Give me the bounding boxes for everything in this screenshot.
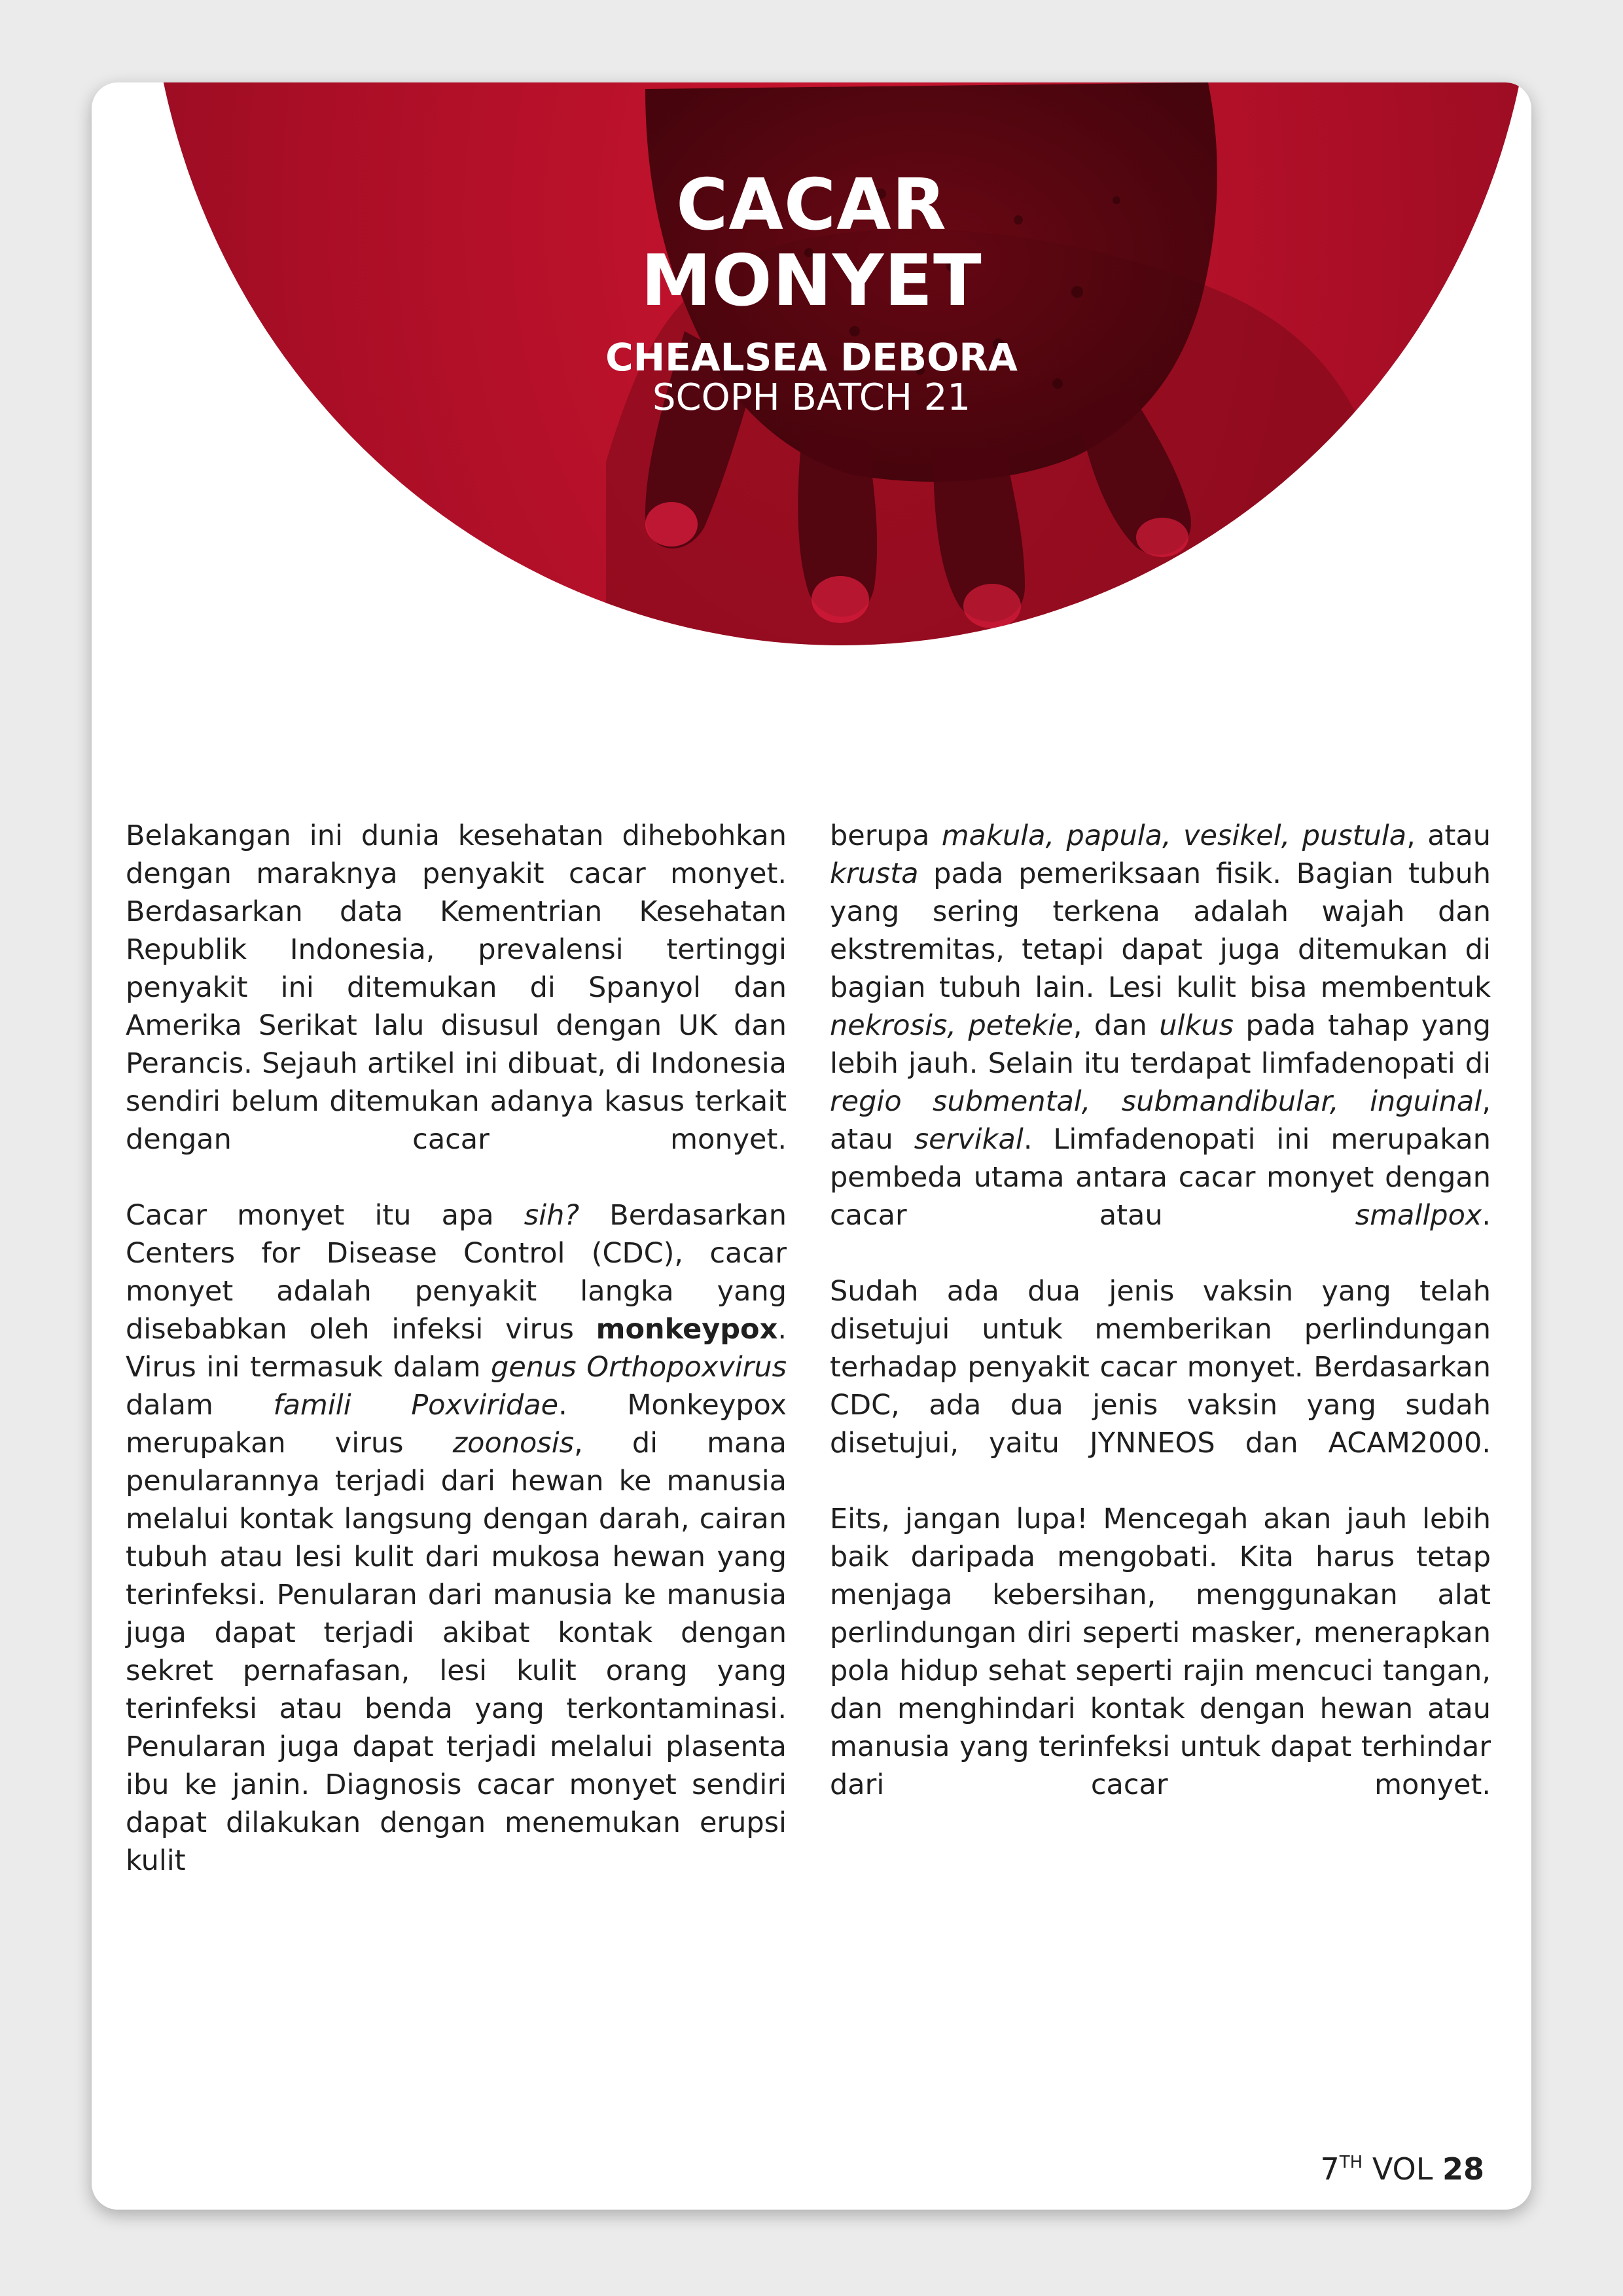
page-card [92,82,1531,2210]
text-run: Cacar monyet itu apa [126,1199,524,1232]
text-run: Eits, jangan lupa! Mencegah akan jauh lebih baik daripada mengobati. Kita harus tetap menjaga kebersihan, menggunakan alat perlindungan diri seperti masker, menerapkan pola hidup sehat seperti rajin mencuci tangan, dan menghindari kontak dengan hewan atau manusia yang terinfeksi untuk dapat terhindar dari cacar monyet. [830,1503,1491,1801]
article-column-left [126,817,787,1918]
text-run: , atau [830,1085,1491,1156]
issue-suffix: TH [1339,2153,1363,2172]
italic-term: ulkus [1159,1009,1234,1042]
text-run: Belakangan ini dunia kesehatan dihebohkan dengan maraknya penyakit cacar monyet. Berdasarkan data Kementrian Kesehatan Republik Indonesia, prevalensi tertinggi penyakit ini ditemukan di Spanyol dan Amerika Serikat lalu disusul dengan UK dan Perancis. Sejauh artikel ini dibuat, di Indonesia sendiri belum ditemukan adanya kasus terkait dengan cacar monyet. [126,819,787,1156]
text-run: , di mana penularannya terjadi dari hewan ke manusia melalui kontak langsung dengan darah, cairan tubuh atau lesi kulit dari mukosa hewan yang terinfeksi. Penularan dari manusia ke manusia juga dapat terjadi akibat kontak dengan sekret pernafasan, lesi kulit orang yang terinfeksi atau benda yang terkontaminasi. Penularan juga dapat terjadi melalui plasenta ibu ke janin. Diagnosis cacar monyet sendiri dapat dilakukan dengan menemukan erupsi kulit [126,1427,787,1877]
italic-term: regio submental, submandibular, inguinal [830,1085,1482,1118]
volume-label: VOL [1372,2151,1433,2187]
article-paragraph-left-2 [126,1196,787,1880]
page-folio [1321,2144,1484,2187]
page-number: 28 [1442,2151,1484,2187]
italic-term: nekrosis, petekie [830,1009,1073,1042]
article-paragraph-right-1 [830,817,1491,1234]
text-run: . Virus ini termasuk dalam [126,1313,787,1384]
text-run: , dan [1073,1009,1160,1042]
text-run: berupa [830,819,942,852]
article-paragraph-right-3 [830,1500,1491,1804]
text-run: pada pemeriksaan fisik. Bagian tubuh yang sering terkena adalah wajah dan ekstremitas, tetapi dapat juga ditemukan di bagian tubuh lain. Lesi kulit bisa membentuk [830,857,1491,1004]
text-run: pada tahap yang lebih jauh. Selain itu terdapat limfadenopati di [830,1009,1491,1080]
italic-term: famili Poxviridae [273,1389,559,1422]
text-run: . Limfadenopati ini merupakan pembeda utama antara cacar monyet dengan cacar atau [830,1123,1491,1232]
italic-term: genus Orthopoxvirus [491,1351,787,1384]
text-run: Berdasarkan Centers for Disease Control (CDC), cacar monyet adalah penyakit langka yang disebabkan oleh infeksi virus [126,1199,787,1346]
text-run: dalam [126,1389,274,1422]
text-run: , atau [1406,819,1491,852]
hero-text [92,82,1531,672]
italic-term: servikal [914,1123,1024,1156]
author-batch: SCOPH BATCH 21 [652,376,971,419]
author-name: CHEALSEA DEBORA [605,335,1018,380]
text-run: Sudah ada dua jenis vaksin yang telah disetujui untuk memberikan perlindungan terhadap penyakit cacar monyet. Berdasarkan CDC, ada dua jenis vaksin yang sudah disetujui, yaitu JYNNEOS dan ACAM2000. [830,1275,1491,1460]
text-run: . Monkeypox merupakan virus [126,1389,787,1460]
text-run: . [1482,1199,1491,1232]
article-paragraph-left-1 [126,817,787,1158]
article-title-line1: CACAR [676,164,947,246]
italic-term: krusta [830,857,919,890]
article-title-line2: MONYET [641,240,982,322]
article-paragraph-right-2 [830,1272,1491,1462]
italic-term: makula, papula, vesikel, pustula [941,819,1407,852]
issue-number: 7 [1320,2151,1340,2187]
italic-term: smallpox [1355,1199,1482,1232]
article-column-right [830,817,1491,1842]
bold-term: monkeypox [596,1313,778,1346]
italic-term: zoonosis [452,1427,575,1460]
italic-term: sih? [524,1199,580,1232]
